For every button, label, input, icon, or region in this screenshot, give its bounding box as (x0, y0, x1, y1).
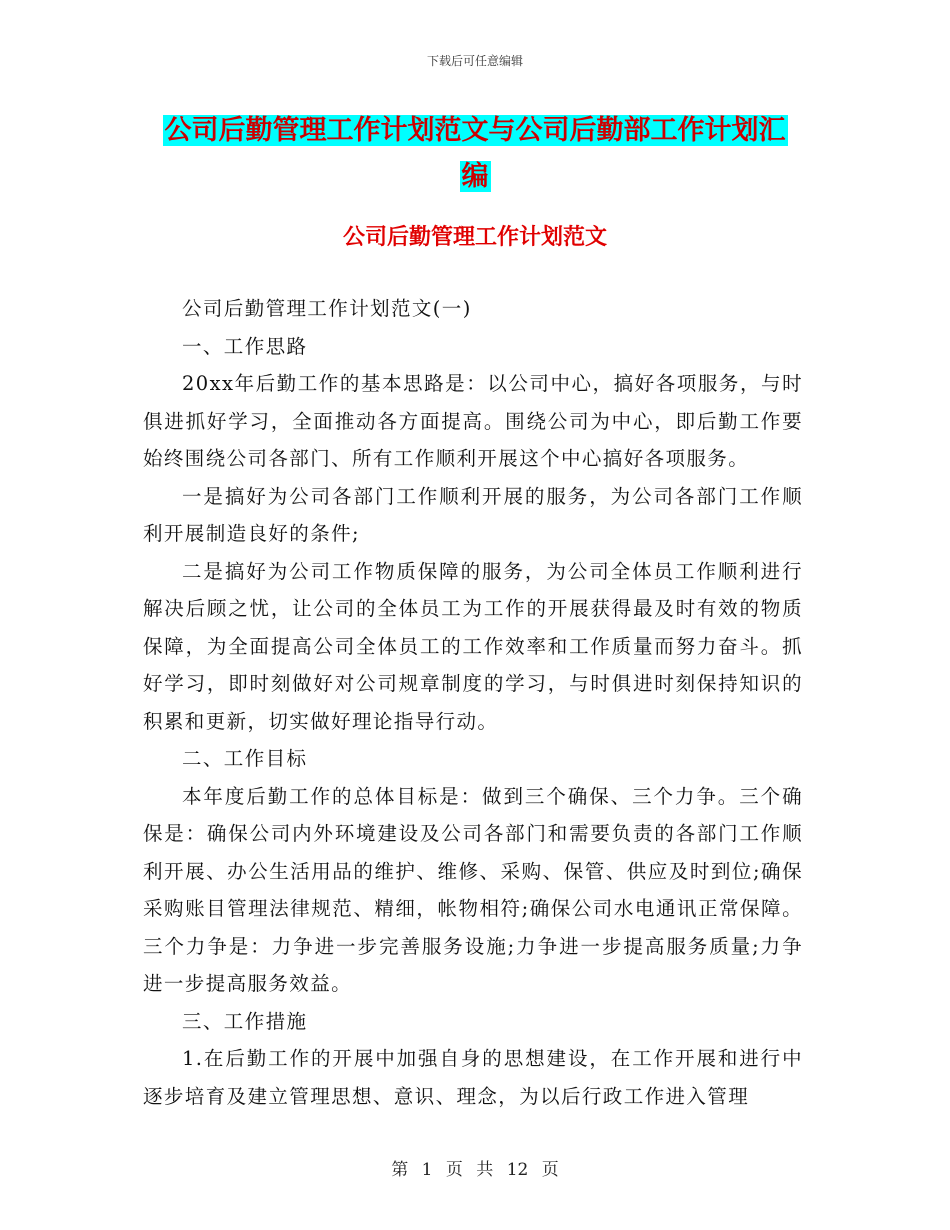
heading-work-approach: 一、工作思路 (182, 334, 308, 358)
paragraph-subtitle: 公司后勤管理工作计划范文(一) (182, 297, 472, 320)
document-title (140, 108, 810, 200)
heading-work-measures: 三、工作措施 (182, 1009, 308, 1033)
header-note: 下载后可任意编辑 (426, 54, 523, 68)
section-title: 公司后勤管理工作计划范文 (342, 225, 607, 250)
paragraph: 二是搞好为公司工作物质保障的服务，为公司全体员工作顺利进行解决后顾之忧，让公司的全体员工为工作的开展获得最及时有效的物质保障，为全面提高公司全体员工的工作效率和工作质量而努力奋斗。抓好学习，即时刻做好对公司规章制度的学习，与时俱进时刻保持知识的积累和更新，切实做好理论指导行动。 (143, 559, 803, 733)
heading-work-goals: 二、工作目标 (182, 747, 308, 770)
footer-page-prefix: 第 (391, 1160, 409, 1180)
footer-total-label: 页 (541, 1160, 559, 1180)
document-body (143, 290, 803, 1115)
page-footer (0, 1155, 950, 1180)
paragraph: 一是搞好为公司各部门工作顺利开展的服务，为公司各部门工作顺利开展制造良好的条件; (143, 484, 803, 545)
footer-page-number: 1 (421, 1160, 433, 1180)
paragraph: 20xx年后勤工作的基本思路是：以公司中心，搞好各项服务，与时俱进抓好学习，全面推动各方面提高。围绕公司为中心，即后勤工作要始终围绕公司各部门、所有工作顺利开展这个中心搞好各项服务。 (143, 372, 803, 470)
document-title-line2: 编 (461, 161, 489, 192)
document-title-line1: 公司后勤管理工作计划范文与公司后勤部工作计划汇 (164, 115, 786, 146)
paragraph: 1.在后勤工作的开展中加强自身的思想建设，在工作开展和进行中逐步培育及建立管理思想、意识、理念，为以后行政工作进入管理 (143, 1047, 803, 1108)
footer-page-label: 页 (445, 1160, 463, 1180)
paragraph: 本年度后勤工作的总体目标是：做到三个确保、三个力争。三个确保是：确保公司内外环境建设及公司各部门和需要负责的各部门工作顺利开展、办公生活用品的维护、维修、采购、保管、供应及时到位;确保采购账目管理法律规范、精细，帐物相符;确保公司水电通讯正常保障。三个力争是：力争进一步完善服务设施;力争进一步提高服务质量;力争进一步提高服务效益。 (143, 784, 803, 995)
footer-total-pages: 12 (506, 1160, 529, 1180)
footer-total-prefix: 共 (476, 1160, 494, 1180)
